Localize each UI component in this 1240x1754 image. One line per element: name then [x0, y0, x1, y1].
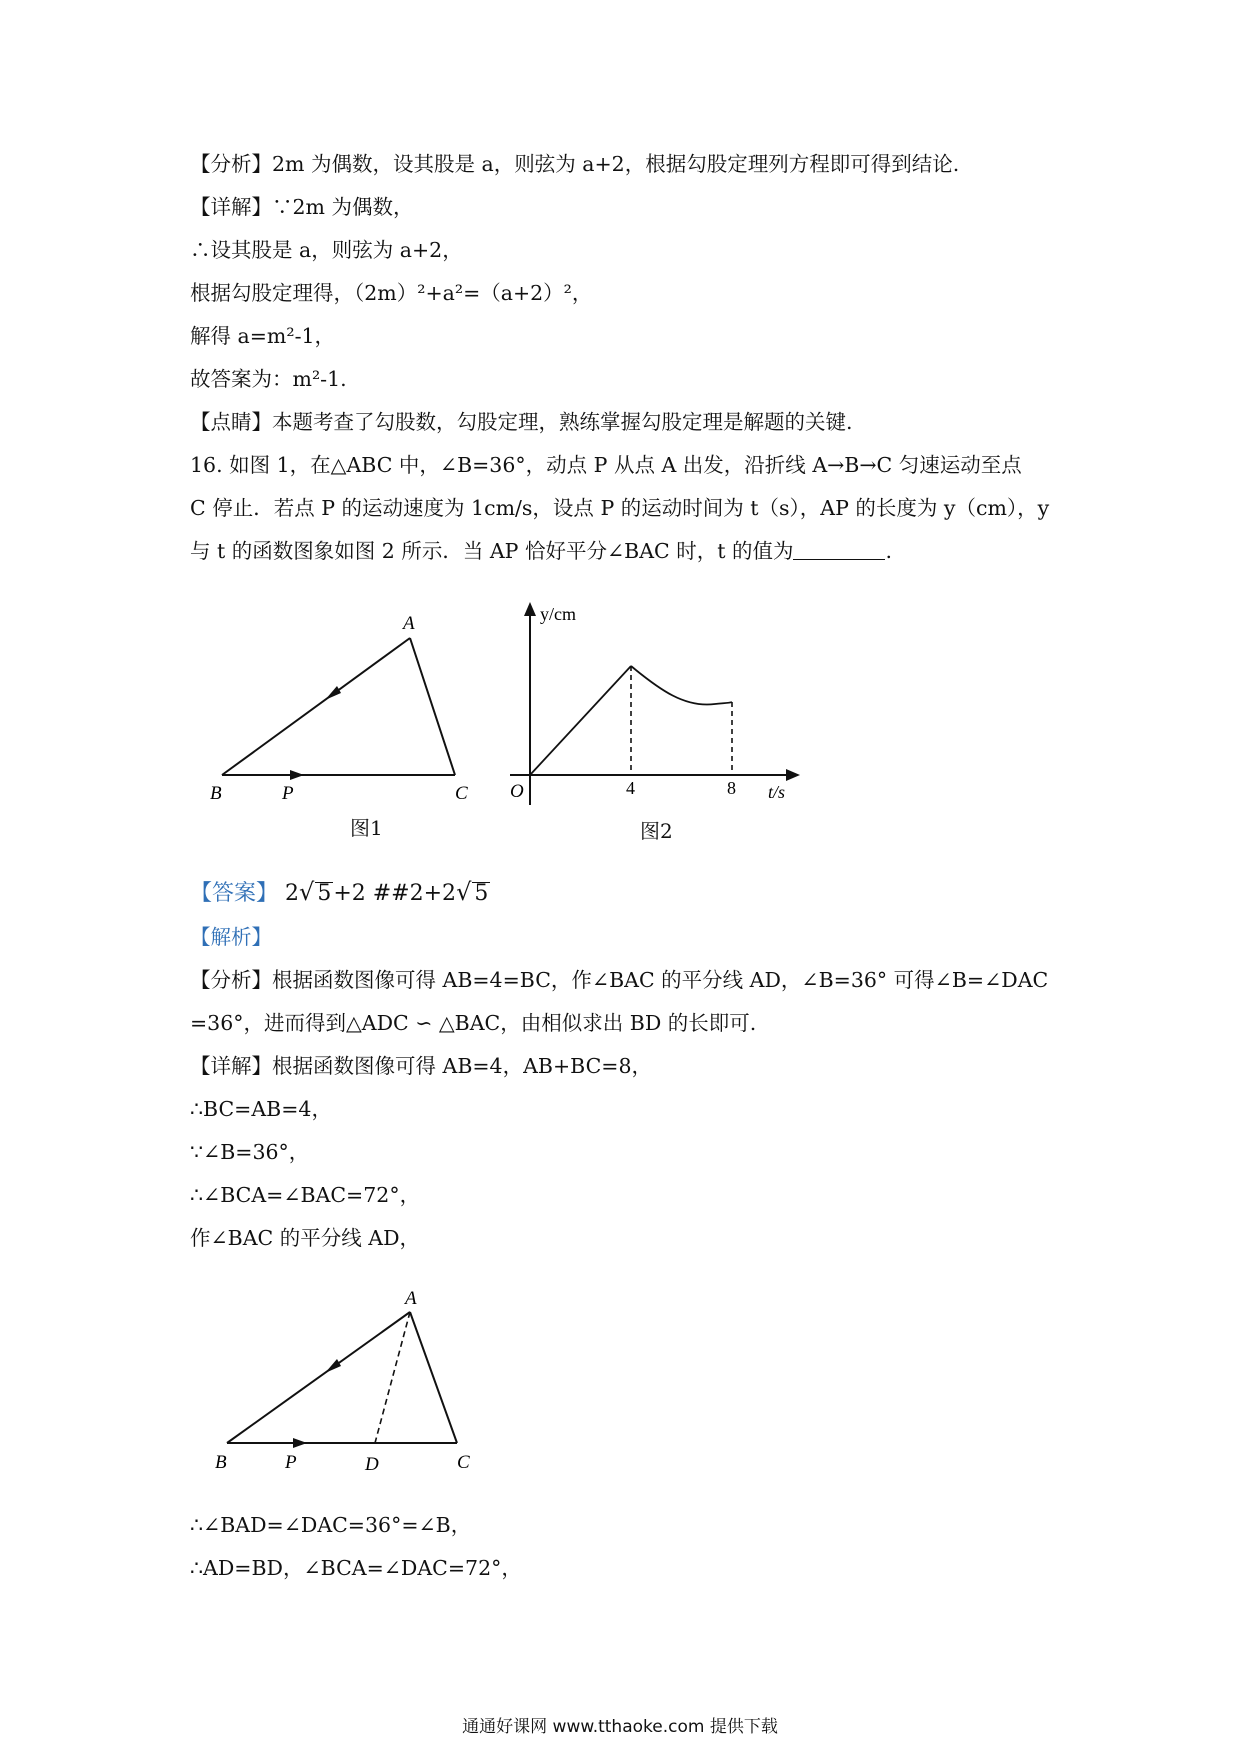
line-text: 与 t 的函数图象如图 2 所示．当 AP 恰好平分∠BAC 时，t 的值为	[190, 539, 794, 563]
bisector-ad	[375, 1312, 410, 1443]
answer-text: 2	[285, 881, 300, 906]
origin-label: O	[510, 781, 524, 802]
detail-line	[190, 197, 414, 218]
answer-blank	[793, 543, 885, 560]
arrow-icon	[293, 1438, 307, 1448]
answer-text: +2	[333, 881, 366, 906]
section-tag: 【点睛】	[190, 410, 272, 434]
solution-line: ∴BC=AB=4，	[190, 1097, 332, 1121]
figure-1	[200, 605, 490, 820]
comment-line	[190, 412, 853, 433]
analysis-line: =36°，进而得到△ADC ∽ △BAC，由相似求出 BD 的长即可.	[190, 1011, 757, 1035]
line-text: 本题考查了勾股数，勾股定理，熟练掌握勾股定理是解题的关键.	[272, 410, 853, 434]
label-p: P	[285, 1452, 297, 1473]
y-axis-label: y/cm	[540, 604, 576, 624]
footer-text: 通通好课网 www.tthaoke.com 提供下载	[462, 1717, 778, 1737]
solution-line: 故答案为：m²-1.	[190, 367, 347, 391]
answer-tag: 【答案】	[190, 881, 279, 906]
solution-line: 根据勾股定理得，（2m）²+a²=（a+2）²，	[190, 281, 593, 305]
segment-ac	[410, 638, 455, 775]
solution-line: ∵∠B=36°，	[190, 1140, 310, 1164]
label-p: P	[282, 783, 294, 804]
radicand: 5	[474, 881, 489, 906]
section-tag: 【分析】	[190, 968, 272, 992]
analysis-tag: 【解析】	[190, 925, 272, 949]
label-b: B	[210, 783, 222, 804]
segment-ab	[222, 638, 410, 775]
question-line: C 停止．若点 P 的运动速度为 1cm/s，设点 P 的运动时间为 t（s），AP 的长度为 y（cm），y	[190, 496, 1050, 520]
x-axis-label: t/s	[768, 782, 786, 802]
arrow-icon	[325, 1359, 341, 1373]
label-b: B	[215, 1452, 227, 1473]
answer-text: 2+2	[409, 881, 457, 906]
solution-line: 解得 a=m²-1，	[190, 324, 336, 348]
section-tag: 【详解】	[190, 195, 272, 219]
section-tag: 【分析】	[190, 152, 272, 176]
graph-line	[530, 666, 631, 775]
line-text: 2m 为偶数，设其股是 a，则弦为 a+2，根据勾股定理列方程即可得到结论.	[272, 152, 960, 176]
label-a: A	[403, 613, 415, 634]
answer-line: 【答案】 2√ 5+2 ##2+2√ 5	[190, 878, 489, 906]
arrow-icon	[524, 602, 536, 616]
graph-curve	[631, 666, 732, 705]
line-text: 根据函数图像可得 AB=4，AB+BC=8，	[272, 1054, 653, 1078]
line-text: .	[885, 539, 893, 563]
segment-ac	[410, 1312, 457, 1443]
label-d: D	[365, 1454, 379, 1475]
line-text: ∵2m 为偶数，	[272, 195, 414, 219]
label-a: A	[405, 1288, 417, 1309]
section-tag: 【详解】	[190, 1054, 272, 1078]
question-line: 16. 如图 1，在△ABC 中，∠B=36°，动点 P 从点 A 出发，沿折线 A→B→C 匀速运动至点	[190, 453, 1022, 477]
figure-2	[490, 600, 810, 815]
line-text: 根据函数图像可得 AB=4=BC，作∠BAC 的平分线 AD，∠B=36° 可得∠B=∠DAC	[272, 968, 1049, 992]
solution-line: ∴∠BAD=∠DAC=36°=∠B，	[190, 1513, 472, 1537]
label-c: C	[455, 783, 468, 804]
detail-line	[190, 1056, 652, 1077]
solution-line: ∴∠BCA=∠BAC=72°，	[190, 1183, 421, 1207]
tick-label: 8	[727, 778, 736, 798]
figure-3	[205, 1280, 490, 1475]
question-line	[190, 541, 892, 562]
analysis-line	[190, 154, 959, 175]
figure-2-caption: 图2	[640, 819, 673, 843]
label-c: C	[457, 1452, 470, 1473]
arrow-icon	[786, 769, 800, 781]
analysis-line	[190, 970, 1048, 991]
tick-label: 4	[626, 778, 635, 798]
solution-line: 作∠BAC 的平分线 AD，	[190, 1226, 421, 1250]
solution-line: ∴AD=BD，∠BCA=∠DAC=72°，	[190, 1556, 522, 1580]
segment-ab	[227, 1312, 410, 1443]
arrow-icon	[325, 686, 341, 700]
solution-line: ∴设其股是 a，则弦为 a+2，	[190, 238, 463, 262]
radicand: 5	[317, 881, 332, 906]
answer-separator: ##	[372, 881, 410, 906]
figure-1-caption: 图1	[350, 816, 383, 840]
arrow-icon	[290, 770, 304, 780]
